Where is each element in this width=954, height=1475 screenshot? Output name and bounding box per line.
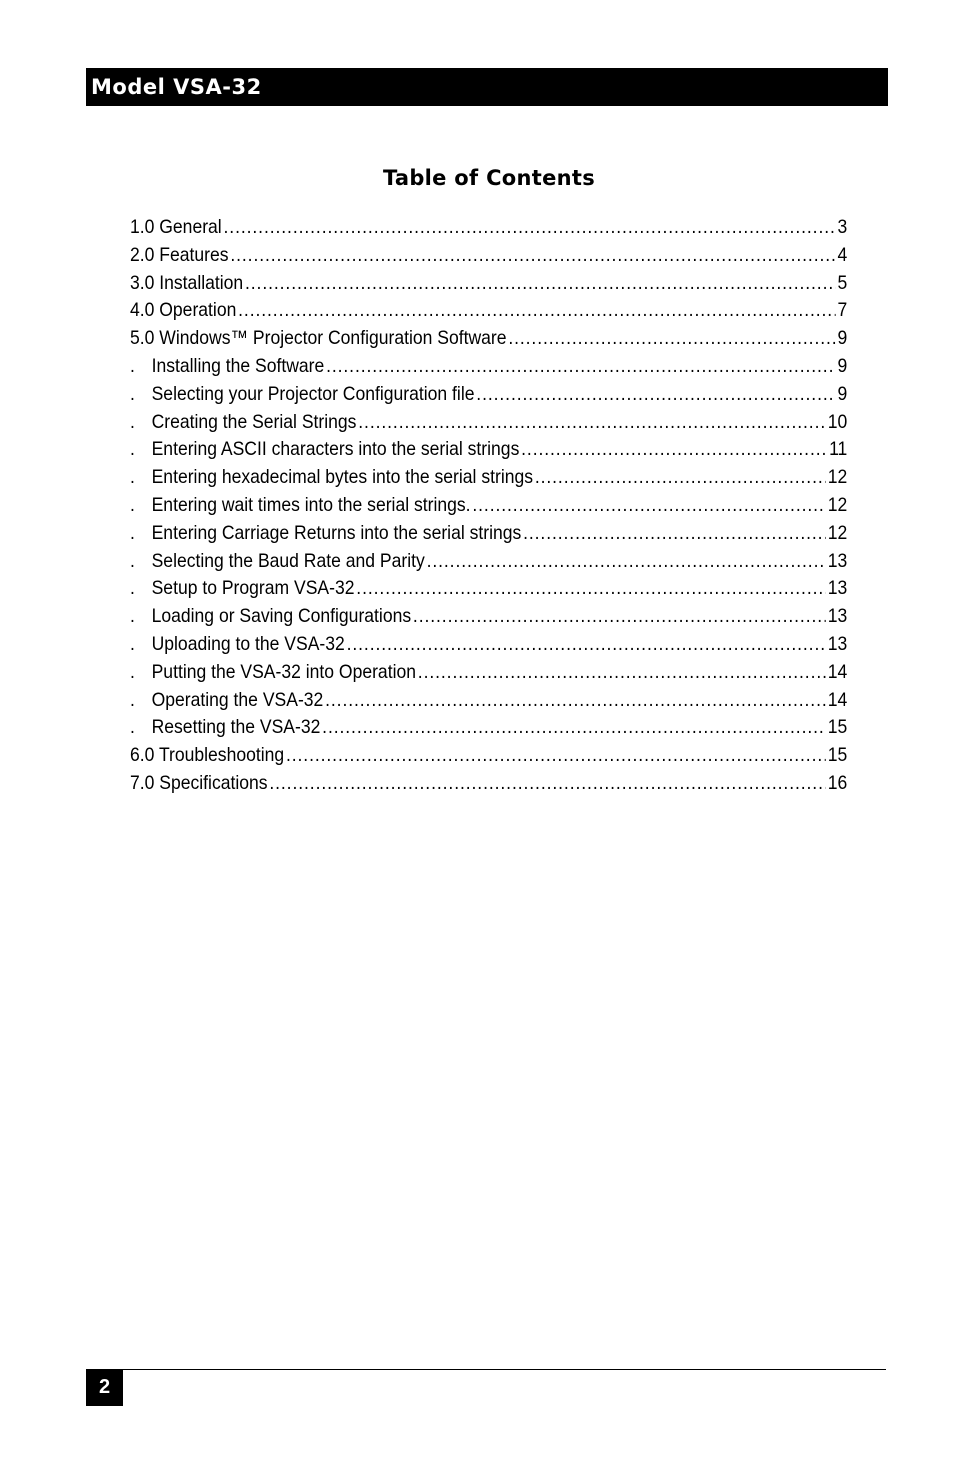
toc-sub-bullet: . — [130, 382, 135, 405]
page-number: 2 — [86, 1369, 123, 1406]
toc-entry-creating-serial-strings[interactable] — [130, 411, 847, 439]
toc-entry-label: Operating the VSA-32 — [151, 688, 324, 711]
toc-entry-label: 3.0 Installation — [130, 271, 244, 294]
toc-entry-installation[interactable] — [130, 272, 847, 300]
toc-entry-label: Setup to Program VSA-32 — [151, 577, 355, 600]
toc-leader-dots — [535, 466, 826, 489]
header-bar — [86, 68, 888, 106]
toc-sub-bullet: . — [130, 354, 135, 377]
toc-leader-dots — [286, 744, 826, 767]
toc-entry-page: 15 — [827, 716, 848, 739]
toc-entry-page: 13 — [827, 577, 848, 600]
toc-leader-dots — [476, 383, 835, 406]
toc-entry-label: Entering Carriage Returns into the serial strings — [151, 521, 522, 544]
toc-entry-label: Putting the VSA-32 into Operation — [151, 660, 417, 683]
toc-entry-page: 12 — [827, 521, 848, 544]
toc-entry-uploading[interactable] — [130, 633, 847, 661]
toc-entry-putting-into-operation[interactable] — [130, 661, 847, 689]
toc-entry-specifications[interactable] — [130, 772, 847, 800]
toc-entry-label: Selecting your Projector Configuration file — [151, 382, 475, 405]
toc-sub-bullet: . — [130, 493, 135, 516]
toc-leader-dots — [427, 550, 826, 573]
toc-leader-dots — [356, 577, 826, 600]
toc-entry-page: 13 — [827, 632, 848, 655]
toc-entry-label: Loading or Saving Configurations — [151, 605, 412, 628]
toc-leader-dots — [358, 411, 826, 434]
toc-leader-dots — [245, 272, 836, 295]
toc-entry-page: 15 — [827, 744, 848, 767]
toc-sub-bullet: . — [130, 632, 135, 655]
toc-sub-bullet: . — [130, 605, 135, 628]
toc-entry-label: 6.0 Troubleshooting — [130, 744, 285, 767]
toc-sub-bullet: . — [130, 660, 135, 683]
toc-leader-dots — [521, 438, 827, 461]
toc-entry-entering-ascii[interactable] — [130, 438, 847, 466]
toc-leader-dots — [238, 299, 836, 322]
toc-sub-bullet: . — [130, 549, 135, 572]
toc-entry-label: 2.0 Features — [130, 243, 229, 266]
toc-entry-label: 7.0 Specifications — [130, 771, 268, 794]
toc-entry-label: 1.0 General — [130, 216, 222, 238]
toc-entry-features[interactable] — [130, 244, 847, 272]
toc-leader-dots — [224, 216, 836, 239]
toc-entry-label: Entering hexadecimal bytes into the serial strings — [151, 466, 534, 489]
footer-rule — [86, 1369, 886, 1370]
toc-entry-page: 13 — [827, 549, 848, 572]
toc-entry-page: 4 — [837, 243, 848, 266]
toc-entry-page: 7 — [837, 299, 848, 322]
toc-entry-label: Resetting the VSA-32 — [151, 716, 321, 739]
toc-leader-dots — [230, 244, 835, 267]
toc-leader-dots — [472, 494, 826, 517]
toc-sub-bullet: . — [130, 521, 135, 544]
toc-leader-dots — [347, 633, 826, 656]
toc-entry-entering-carriage-returns[interactable] — [130, 522, 847, 550]
toc-entry-general[interactable] — [130, 216, 847, 244]
toc-list — [130, 216, 848, 800]
toc-entry-windows-software[interactable] — [130, 327, 847, 355]
toc-entry-page: 16 — [827, 771, 848, 794]
toc-entry-label: Entering wait times into the serial strings. — [151, 493, 471, 516]
toc-entry-resetting[interactable] — [130, 716, 847, 744]
toc-entry-label: 4.0 Operation — [130, 299, 237, 322]
toc-sub-bullet: . — [130, 688, 135, 711]
toc-leader-dots — [326, 355, 836, 378]
toc-entry-page: 5 — [837, 271, 848, 294]
toc-entry-selecting-config-file[interactable] — [130, 383, 847, 411]
toc-entry-page: 3 — [837, 216, 848, 238]
toc-sub-bullet: . — [130, 577, 135, 600]
toc-entry-baud-rate-parity[interactable] — [130, 550, 847, 578]
toc-leader-dots — [413, 605, 826, 628]
toc-entry-page: 10 — [827, 410, 848, 433]
toc-entry-operating[interactable] — [130, 689, 847, 717]
toc-entry-page: 14 — [827, 660, 848, 683]
toc-entry-page: 13 — [827, 605, 848, 628]
toc-heading: Table of Contents — [382, 166, 596, 190]
toc-entry-operation[interactable] — [130, 299, 847, 327]
toc-entry-label: Creating the Serial Strings — [151, 410, 357, 433]
toc-leader-dots — [269, 772, 826, 795]
toc-entry-page: 9 — [837, 382, 848, 405]
toc-entry-label: Uploading to the VSA-32 — [151, 632, 345, 655]
toc-leader-dots — [418, 661, 826, 684]
toc-leader-dots — [325, 689, 826, 712]
toc-sub-bullet: . — [130, 716, 135, 739]
toc-leader-dots — [508, 327, 835, 350]
toc-entry-loading-saving[interactable] — [130, 605, 847, 633]
toc-entry-entering-hex[interactable] — [130, 466, 847, 494]
toc-entry-label: Entering ASCII characters into the serial strings — [151, 438, 520, 461]
toc-entry-page: 9 — [837, 327, 848, 350]
toc-entry-setup-program[interactable] — [130, 577, 847, 605]
toc-entry-installing-software[interactable] — [130, 355, 847, 383]
toc-entry-page: 11 — [829, 438, 848, 461]
document-title: Model VSA-32 — [91, 74, 262, 99]
toc-sub-bullet: . — [130, 466, 135, 489]
toc-entry-label: 5.0 Windows™ Projector Configuration Software — [130, 327, 507, 350]
toc-entry-entering-wait-times[interactable] — [130, 494, 847, 522]
toc-entry-troubleshooting[interactable] — [130, 744, 847, 772]
toc-entry-page: 9 — [837, 354, 848, 377]
toc-leader-dots — [322, 716, 826, 739]
toc-entry-page: 12 — [827, 493, 848, 516]
toc-entry-label: Installing the Software — [151, 354, 325, 377]
toc-entry-page: 14 — [827, 688, 848, 711]
toc-sub-bullet: . — [130, 438, 135, 461]
toc-entry-label: Selecting the Baud Rate and Parity — [151, 549, 425, 572]
toc-entry-page: 12 — [827, 466, 848, 489]
toc-sub-bullet: . — [130, 410, 135, 433]
toc-leader-dots — [523, 522, 826, 545]
